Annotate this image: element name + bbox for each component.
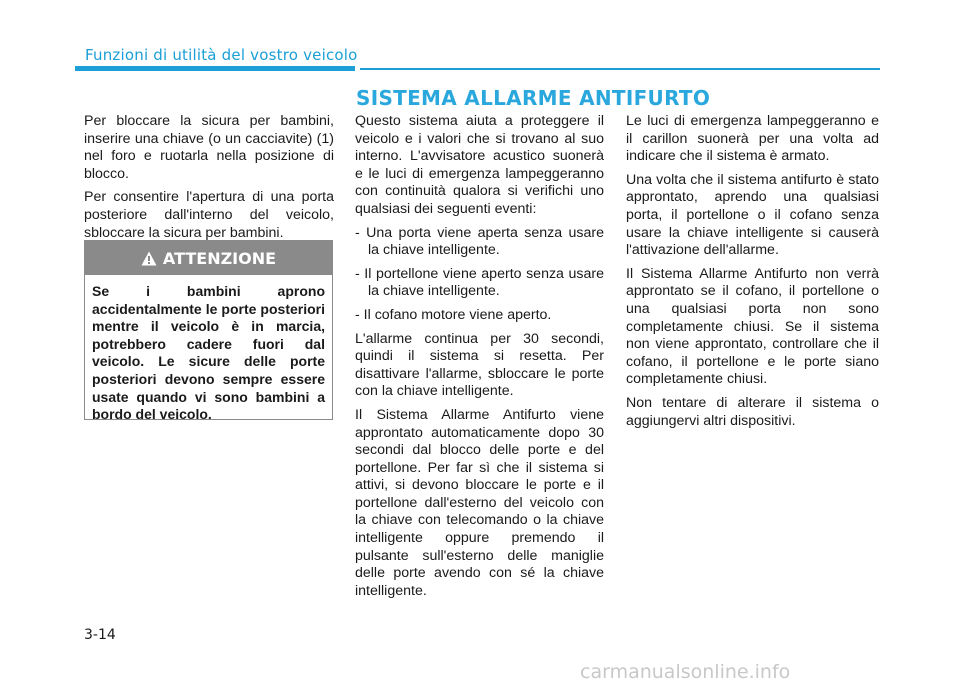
paragraph: L'allarme continua per 30 secondi, quindi il sistema si resetta. Per disattivare l'allarme, sbloccare le porte con la chiave intelligente. [355, 330, 604, 400]
column-2 [355, 113, 604, 606]
paragraph: Per consentire l'apertura di una porta posteriore dall'interno del veicolo, sbloccare la sicura per bambini. [84, 189, 334, 241]
warning-label: ATTENZIONE [162, 248, 277, 268]
page-number: 3-14 [84, 627, 116, 643]
paragraph: Il Sistema Allarme Antifurto non verrà approntato se il cofano, il portellone o una qualsiasi porta non sono completamente chiusi. Se il sistema non viene approntato, controllare che il cofano, il portellone e le porte siano completamente chiusi. [626, 265, 879, 388]
watermark-link[interactable]: carmanualsonline.info [580, 661, 791, 683]
paragraph: Questo sistema aiuta a proteggere il veicolo e i valori che si trovano al suo interno. L'avvisatore acustico suonerà e le luci di emergenza lampeggeranno con continuità qualora si verifichi uno qualsiasi dei seguenti eventi: [355, 113, 604, 217]
section-title: SISTEMA ALLARME ANTIFURTO [356, 86, 711, 110]
paragraph: Non tentare di alterare il sistema o aggiungervi altri dispositivi. [626, 394, 879, 429]
warning-box [84, 240, 333, 423]
header-rule-thin [360, 68, 880, 70]
list-item: - Il cofano motore viene aperto. [355, 306, 552, 323]
column-1 [84, 113, 334, 248]
paragraph: Una volta che il sistema antifurto è stato approntato, aprendo una qualsiasi porta, il portellone o il cofano senza usare la chiave intelligente si causerà l'attivazione dell'allarme. [626, 171, 879, 259]
chapter-title: Funzioni di utilità del vostro veicolo [85, 46, 358, 64]
list-item: - Il portellone viene aperto senza usare la chiave intelligente. [355, 265, 604, 300]
paragraph: Per bloccare la sicura per bambini, inserire una chiave (o un cacciavite) (1) nel foro e ruotarla nella posizione di blocco. [84, 113, 334, 182]
warning-header [85, 241, 332, 275]
column-3 [626, 113, 879, 436]
paragraph: Il Sistema Allarme Antifurto viene approntato automaticamente dopo 30 secondi dal blocco delle porte e del portellone. Per far sì che il sistema si attivi, si devono bloccare le porte e il portellone dall'esterno del veicolo con la chiave con telecomando o la chiave intelligente oppure premendo il pulsante sull'esterno delle maniglie delle porte avendo con sé la chiave intelligente. [355, 406, 604, 599]
warning-text: Se i bambini aprono accidentalmente le porte posteriori mentre il veicolo è in marcia, potrebbero cadere fuori dal veicolo. Le sicure delle porte posteriori devono sempre essere usate quando vi sono bambini a bordo del veicolo. [92, 283, 325, 423]
warning-triangle-icon [141, 251, 157, 266]
paragraph: Le luci di emergenza lampeggeranno e il carillon suonerà per una volta ad indicare che il sistema è armato. [626, 113, 879, 165]
header-rule-thick [75, 66, 355, 71]
list-item: - Una porta viene aperta senza usare la chiave intelligente. [355, 224, 604, 259]
